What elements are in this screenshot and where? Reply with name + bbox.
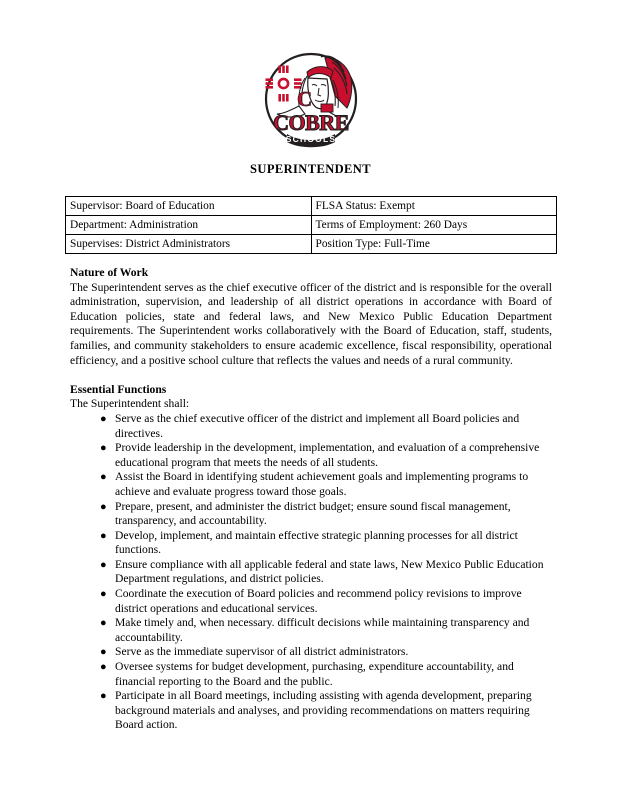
list-item-text: Serve as the chief executive officer of the district and implement all Board policies and directives. [115, 411, 520, 440]
logo-container [0, 52, 621, 150]
list-item [70, 529, 552, 558]
bullet-icon: ● [100, 529, 107, 542]
bullet-icon: ● [100, 588, 107, 601]
monogram-c [297, 87, 312, 111]
essential-functions-list [70, 412, 552, 733]
table-cell-supervises: Supervises: District Administrators [66, 235, 312, 254]
bullet-icon: ● [100, 442, 107, 455]
svg-text:C: C [296, 87, 312, 111]
list-item [70, 441, 552, 470]
table-cell-terms-of-employment: Terms of Employment: 260 Days [311, 216, 557, 235]
list-item [70, 616, 552, 645]
table-row [66, 197, 557, 216]
bullet-icon: ● [100, 471, 107, 484]
bullet-icon: ● [100, 617, 107, 630]
bullet-icon: ● [100, 412, 107, 425]
list-item-text: Make timely and, when necessary. difficult decisions while maintaining transparency and accountability. [115, 616, 530, 644]
position-info-table [65, 196, 557, 254]
list-item [70, 412, 552, 441]
essential-functions-lead-in: The Superintendent shall: [70, 397, 190, 411]
list-item-text: Coordinate the execution of Board policies and recommend policy revisions to improve district operations and educational services. [115, 587, 522, 615]
list-item [70, 689, 552, 733]
paragraph-nature-of-work: The Superintendent serves as the chief executive officer of the district and is responsible for the overall administration, supervision, and leadership of all district operations in accordance with Board of Education policies, state and federal laws, and New Mexico Public Education Department requirements. The Superintendent works collaboratively with the Board of Education, staff, students, families, and community stakeholders to ensure academic excellence, fiscal responsibility, operational efficiency, and a positive school culture that reflects the values and needs of a rural community. [70, 280, 552, 367]
table-row [66, 235, 557, 254]
list-item-text: Oversee systems for budget development, purchasing, expenditure accountability, and financial reporting to the Board and the public. [115, 660, 514, 688]
wordmark-cobre [273, 110, 349, 135]
bullet-icon: ● [100, 661, 107, 674]
list-item-text: Provide leadership in the development, implementation, and evaluation of a comprehensive educational program that meets the needs of all students. [115, 441, 540, 469]
list-item-text: Assist the Board in identifying student achievement goals and implementing programs to achieve and evaluate progress toward those goals. [115, 470, 529, 498]
list-item [70, 660, 552, 689]
list-item-text: Serve as the immediate supervisor of all district administrators. [115, 645, 409, 659]
svg-text:COBRE: COBRE [272, 110, 349, 135]
table-cell-position-type: Position Type: Full-Time [311, 235, 557, 254]
list-item [70, 558, 552, 587]
list-item [70, 587, 552, 616]
bullet-icon: ● [100, 690, 107, 703]
list-item-text: Prepare, present, and administer the district budget; ensure sound fiscal management, transparency, and accountability. [115, 499, 511, 528]
page-title: SUPERINTENDENT [250, 162, 371, 176]
list-item-text: Ensure compliance with all applicable federal and state laws, New Mexico Public Education Department regulations, and district policies. [115, 557, 544, 586]
svg-text:SCHOOLS: SCHOOLS [285, 134, 336, 144]
list-item-text: Participate in all Board meetings, including assisting with agenda development, preparing background materials and analyses, and providing recommendations on matters requiring Board action. [115, 689, 532, 732]
table-cell-department: Department: Administration [66, 216, 312, 235]
table-cell-supervisor: Supervisor: Board of Education [66, 197, 312, 216]
list-item [70, 500, 552, 529]
bullet-icon: ● [100, 558, 107, 571]
bullet-icon: ● [100, 500, 107, 513]
table-row [66, 216, 557, 235]
list-item-text: Develop, implement, and maintain effective strategic planning processes for all district functions. [115, 528, 518, 557]
list-item [70, 470, 552, 499]
table-cell-flsa-status: FLSA Status: Exempt [311, 197, 557, 216]
section-spacer [70, 368, 552, 383]
heading-essential-functions: Essential Functions [70, 382, 167, 396]
wordmark-schools [285, 134, 335, 147]
list-item [70, 645, 552, 660]
heading-nature-of-work: Nature of Work [70, 266, 149, 279]
document-body [70, 266, 552, 733]
cobre-schools-logo [263, 52, 359, 150]
bullet-icon: ● [100, 646, 107, 659]
